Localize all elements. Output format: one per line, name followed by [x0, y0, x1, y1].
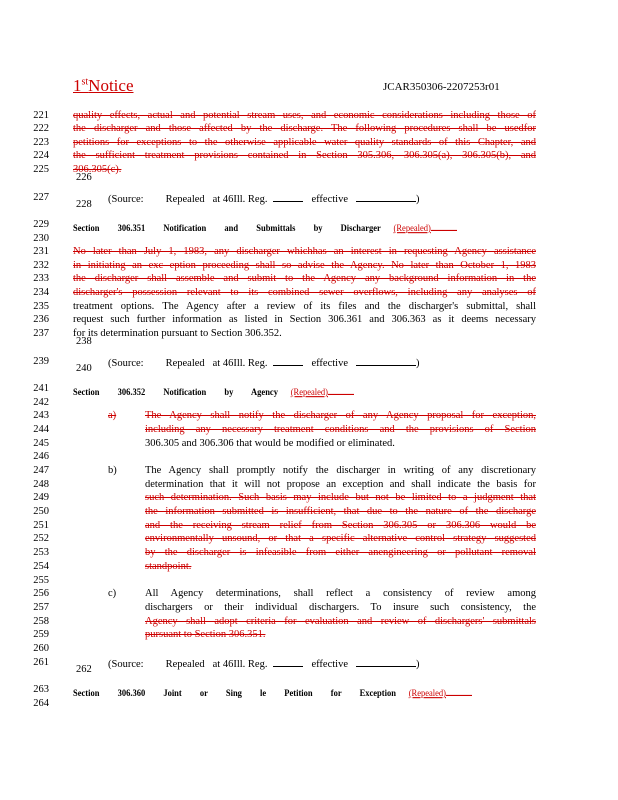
line-number: 257: [33, 602, 49, 613]
line-number: 238: [76, 336, 92, 347]
body-text-line: standpoint.: [145, 561, 192, 572]
body-text-line: treatment options. The Agency after a review of its files and the discharger's submittal, shall: [73, 301, 536, 312]
line-number: 255: [33, 575, 49, 586]
blank-field: [356, 192, 416, 202]
line-number: 245: [33, 438, 49, 449]
body-text-line: the sufficient treatment provisions contained in Section 305.306, 306.305(a), 306.305(b), and: [73, 150, 536, 161]
body-text-line: quality effects, actual and potential stream uses, and economic considerations including those of: [73, 110, 536, 121]
line-number: 254: [33, 561, 49, 572]
line-number: 262: [76, 664, 92, 675]
line-number: 224: [33, 150, 49, 161]
body-text-line: No later than July 1, 1983, any discharger whichhas an interest in requesting Agency assistance: [73, 246, 536, 257]
source-open: (Source:: [108, 194, 144, 205]
body-text-line: 306.305(c).: [73, 164, 122, 175]
line-number: 232: [33, 260, 49, 271]
body-text-line: request such further information as listed in Section 306.361 and 306.363 as it deems necessary: [73, 314, 536, 325]
line-number: 259: [33, 629, 49, 640]
line-number: 263: [33, 684, 49, 695]
repealed-tag: (Repealed): [393, 222, 431, 234]
source-repealed: Repealed: [165, 194, 205, 205]
body-text-line: petitions for exceptions to the otherwise applicable water quality standards of this Chapter, and: [73, 137, 536, 148]
line-number: 234: [33, 287, 49, 298]
body-text-line: the discharger shall assemble and submit to the Agency any background information in the: [73, 273, 536, 284]
line-number: 227: [33, 192, 49, 203]
line-number: 237: [33, 328, 49, 339]
body-text-line: by the discharger is infeasible from either anengineering or pollutant removal: [145, 547, 536, 558]
line-number: 240: [76, 363, 92, 374]
document-id: JCAR350306-2207253r01: [383, 81, 500, 93]
line-number: 239: [33, 356, 49, 367]
notice-title: 1stNotice: [73, 76, 134, 95]
line-number: 246: [33, 451, 49, 462]
line-number: 221: [33, 110, 49, 121]
line-number: 229: [33, 219, 49, 230]
body-text-line: All Agency determinations, shall reflect a consistency of review among: [145, 588, 536, 599]
subsection-label: b): [108, 465, 117, 476]
source-open: (Source:: [108, 358, 144, 369]
source-repealed: Repealed: [165, 659, 205, 670]
body-text-line: dischargers or their individual dischargers. To insure such consistency, the: [145, 602, 536, 613]
line-number: 236: [33, 314, 49, 325]
source-note: [108, 657, 420, 671]
line-number: 249: [33, 492, 49, 503]
line-number: 235: [33, 301, 49, 312]
line-number: 247: [33, 465, 49, 476]
line-number: 231: [33, 246, 49, 257]
blank-field: [356, 657, 416, 667]
line-number: 223: [33, 137, 49, 148]
body-text-line: for its determination pursuant to Section 306.352.: [73, 328, 282, 339]
repealed-underline: [328, 384, 354, 395]
source-note: [108, 356, 420, 370]
subsection-label: c): [108, 588, 117, 599]
source-at: at 46Ill. Reg.: [212, 358, 268, 369]
source-at: at 46Ill. Reg.: [212, 194, 268, 205]
source-effective: effective: [311, 358, 348, 369]
source-close: ): [416, 358, 420, 369]
body-text-line: and the receiving stream relief from Section 306.305 or 306.306 would be: [145, 520, 536, 531]
line-number: 222: [33, 123, 49, 134]
line-number: 251: [33, 520, 49, 531]
line-number: 260: [33, 643, 49, 654]
line-number: 228: [76, 199, 92, 210]
body-text-line: including any necessary treatment conditions and the provisions of Section: [145, 424, 536, 435]
source-effective: effective: [311, 194, 348, 205]
section-heading: [73, 220, 457, 234]
section-title: Section 306.352 Notification by Agency: [73, 386, 278, 398]
source-close: ): [416, 194, 420, 205]
blank-field: [273, 356, 303, 366]
body-text-line: pursuant to Section 306.351.: [145, 629, 266, 640]
body-text-line: in initiating an exc eption proceeding shall so advise the Agency. No later than October 1, 1983: [73, 260, 536, 271]
section-heading: [73, 685, 472, 699]
repealed-underline: [446, 685, 472, 696]
source-effective: effective: [311, 659, 348, 670]
body-text-line: The Agency shall notify the discharger of any Agency proposal for exception,: [145, 410, 536, 421]
body-text-line: such determination. Such basis may include but not be limited to a judgment that: [145, 492, 536, 503]
repealed-tag: (Repealed): [290, 386, 328, 398]
body-text-line: Agency shall adopt criteria for evaluation and review of dischargers' submittals: [145, 616, 536, 627]
section-heading: [73, 384, 354, 398]
source-close: ): [416, 659, 420, 670]
repealed-underline: [431, 220, 457, 231]
line-number: 250: [33, 506, 49, 517]
body-text-line: the discharger and those affected by the discharge. The following procedures shall be usedfor: [73, 123, 536, 134]
line-number: 248: [33, 479, 49, 490]
line-number: 256: [33, 588, 49, 599]
body-text-line: discharger's possession relevant to its combined sewer overflows, including any analyses of: [73, 287, 536, 298]
line-number: 252: [33, 533, 49, 544]
source-open: (Source:: [108, 659, 144, 670]
line-number: 242: [33, 397, 49, 408]
line-number: 258: [33, 616, 49, 627]
body-text-line: 306.305 and 306.306 that would be modified or eliminated.: [145, 438, 395, 449]
blank-field: [273, 657, 303, 667]
line-number: 226: [76, 172, 92, 183]
source-note: [108, 192, 420, 206]
body-text-line: environmentally unsound, or that a specific alternative control strategy suggested: [145, 533, 536, 544]
body-text-line: The Agency shall promptly notify the discharger in writing of any discretionary: [145, 465, 536, 476]
repealed-tag: (Repealed): [408, 687, 446, 699]
line-number: 264: [33, 698, 49, 709]
line-number: 243: [33, 410, 49, 421]
line-number: 225: [33, 164, 49, 175]
line-number: 253: [33, 547, 49, 558]
line-number: 230: [33, 233, 49, 244]
source-at: at 46Ill. Reg.: [212, 659, 268, 670]
line-number: 244: [33, 424, 49, 435]
body-text-line: the information submitted is insufficient, that due to the nature of the discharge: [145, 506, 536, 517]
blank-field: [273, 192, 303, 202]
source-repealed: Repealed: [165, 358, 205, 369]
line-number: 233: [33, 273, 49, 284]
line-number: 261: [33, 657, 49, 668]
line-number: 241: [33, 383, 49, 394]
blank-field: [356, 356, 416, 366]
body-text-line: determination that it will not propose an exception and shall indicate the basis for: [145, 479, 536, 490]
section-title: Section 306.351 Notification and Submittals by Discharger: [73, 222, 381, 234]
section-title: Section 306.360 Joint or Sing le Petition for Exception: [73, 687, 396, 699]
subsection-label: a): [108, 410, 117, 421]
